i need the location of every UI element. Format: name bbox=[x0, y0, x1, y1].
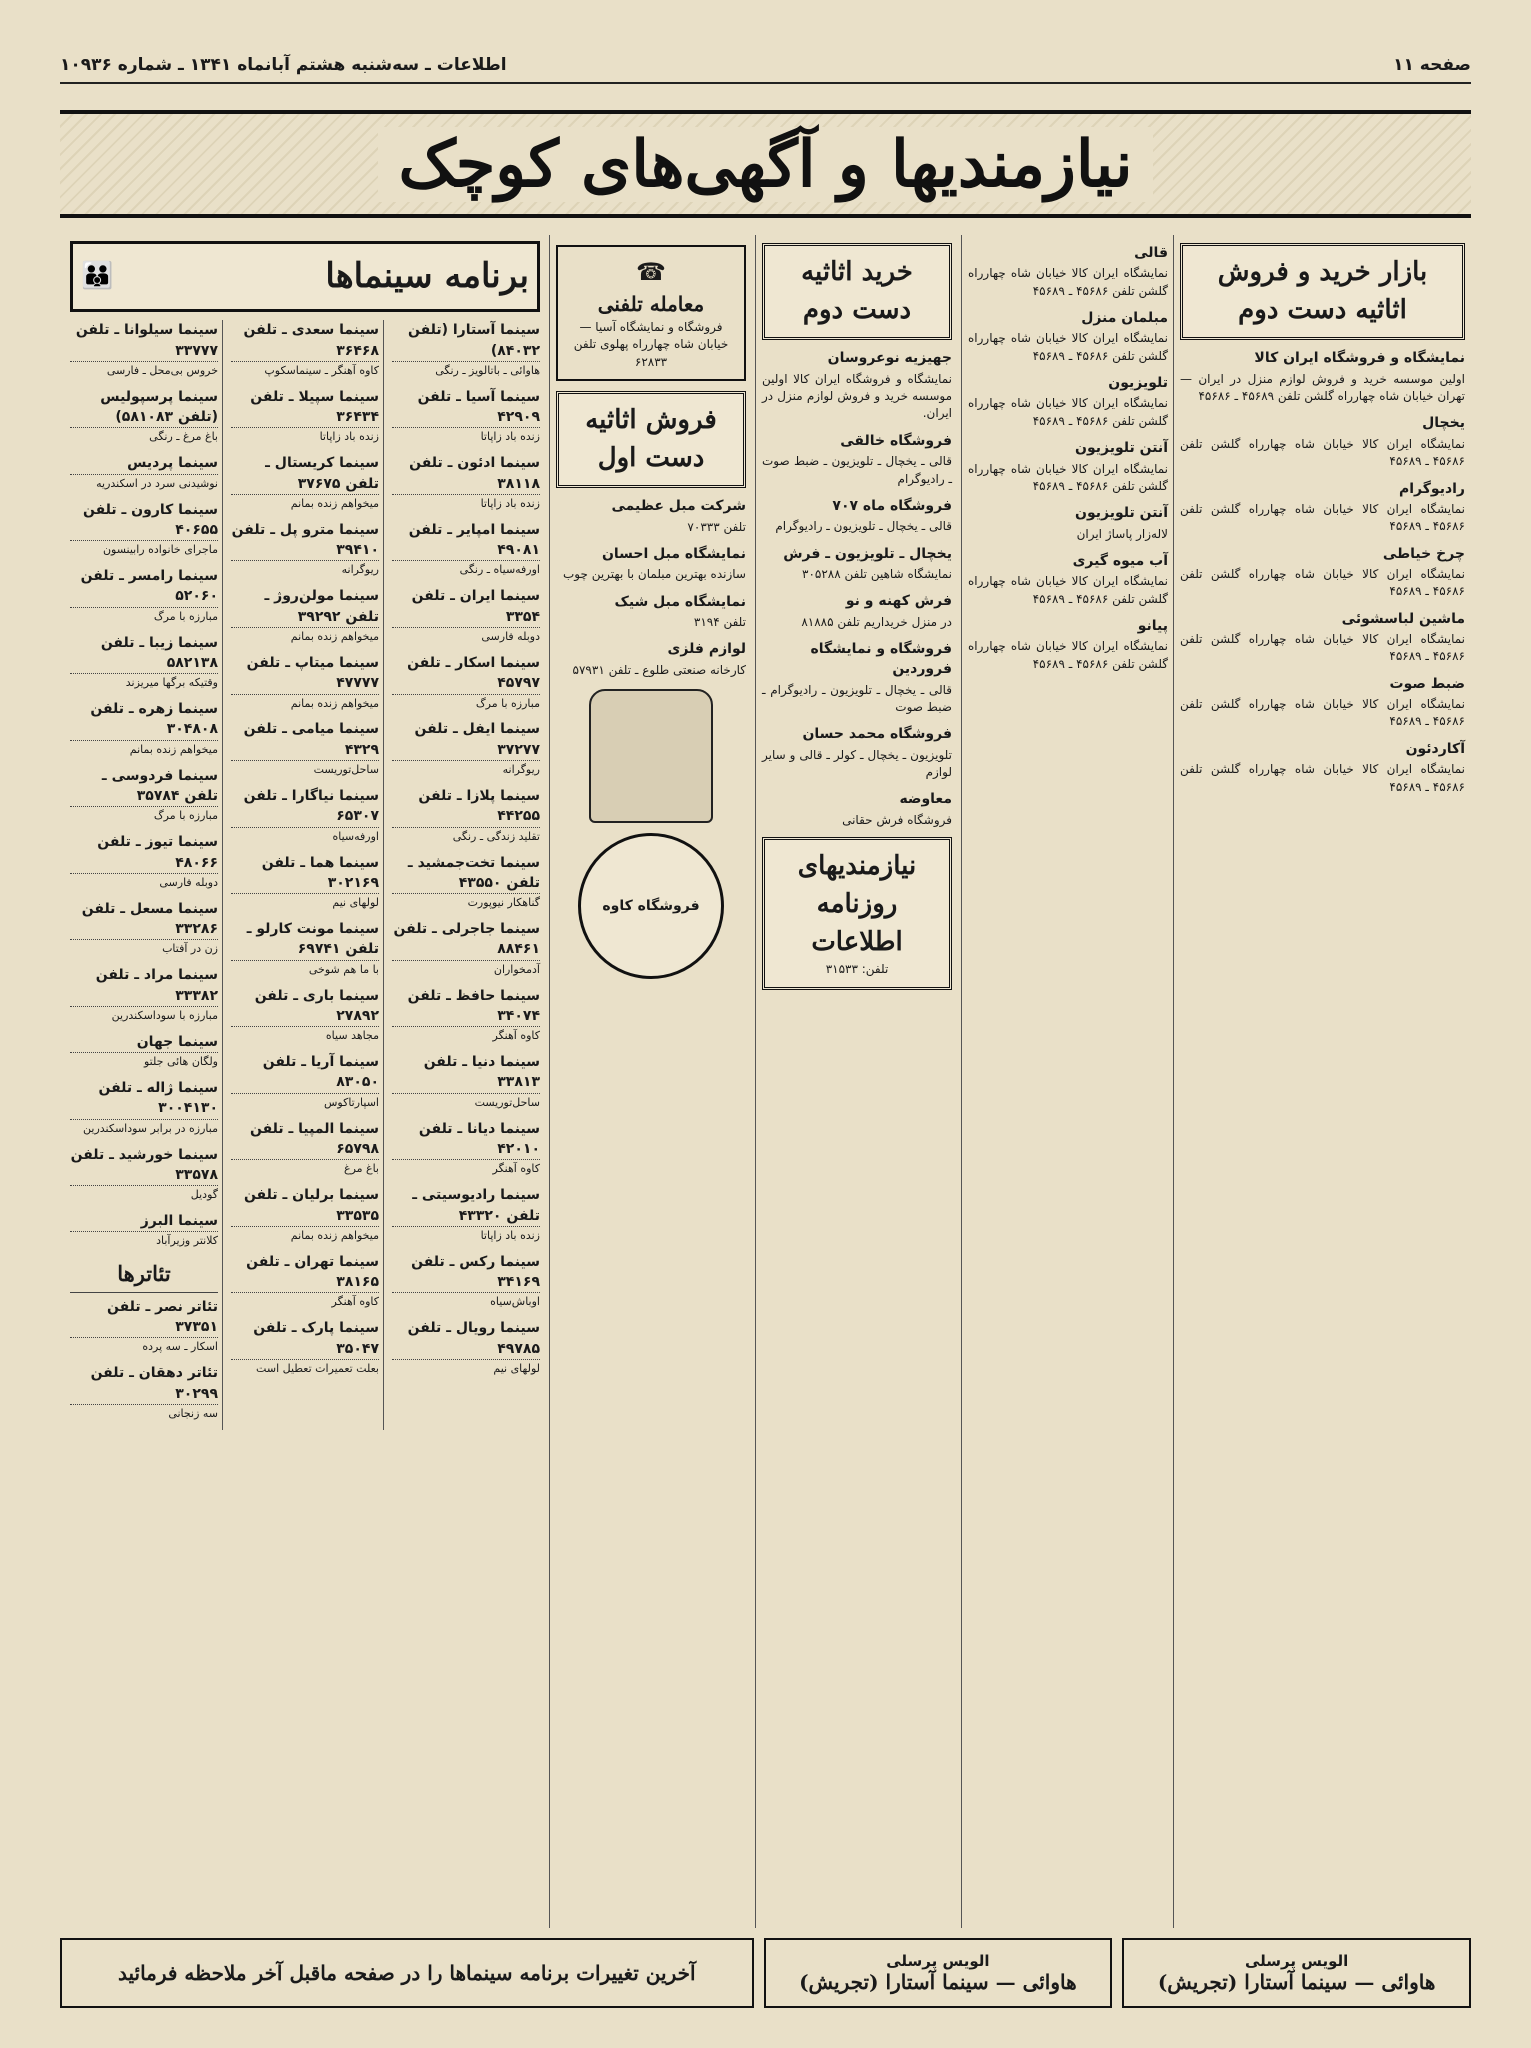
cinema-name: سینما جاجرلی ـ تلفن ۸۸۴۶۱ bbox=[392, 919, 540, 961]
cinema-listing bbox=[392, 719, 540, 778]
cinema-name: سینما مونت کارلو ـ تلفن ۶۹۷۴۱ bbox=[231, 919, 379, 961]
ad-title: نمایشگاه مبل شیک bbox=[614, 593, 746, 610]
promo2-line2: هاوائی — سینما آستارا (تجریش) bbox=[799, 1970, 1077, 1994]
ad-title: ماشین لباسشوئی bbox=[1341, 610, 1465, 627]
cinema-listing bbox=[392, 453, 540, 512]
classified-ad bbox=[968, 616, 1168, 673]
promo2-line1: الویس پرسلی bbox=[886, 1952, 990, 1970]
ad-title: آنتن تلویزیون bbox=[1075, 505, 1168, 522]
cinema-show: اسکار ـ سه پرده bbox=[142, 1340, 218, 1354]
cinema-listing bbox=[231, 387, 379, 446]
classified-ad bbox=[1180, 609, 1465, 666]
cinema-name: سینما خورشید ـ تلفن ۳۳۵۷۸ bbox=[70, 1145, 218, 1187]
ad-text: کارخانه صنعتی طلوع ـ تلفن ۵۷۹۳۱ bbox=[572, 662, 746, 677]
ad-title: آنتن تلویزیون bbox=[1075, 440, 1168, 457]
ad-text: سازنده بهترین مبلمان با بهترین چوب bbox=[562, 567, 746, 582]
cinema-show: کاوه آهنگر bbox=[492, 1029, 540, 1043]
ad-text: نمایشگاه ایران کالا خیابان شاه چهارراه گلشن تلفن ۴۵۶۸۶ ـ ۴۵۶۸۹ bbox=[968, 266, 1168, 298]
cinema-name: تئاتر نصر ـ تلفن ۳۷۳۵۱ bbox=[70, 1297, 218, 1339]
stamp-label: فروشگاه کاوه bbox=[602, 897, 700, 914]
cinema-show: کاوه آهنگر bbox=[331, 1295, 379, 1309]
cinema-listing bbox=[392, 1318, 540, 1377]
cinema-name: سینما پلازا ـ تلفن ۴۴۲۵۵ bbox=[392, 786, 540, 828]
cinema-show: ماجرای خانواده رابینسون bbox=[102, 543, 218, 557]
classified-ad bbox=[556, 639, 746, 679]
cinema-listing bbox=[231, 520, 379, 579]
promo-hawaii-2 bbox=[764, 1938, 1113, 2008]
cinema-listing bbox=[70, 1145, 218, 1204]
cinema-show: زنده باد زاپاتا bbox=[480, 430, 540, 444]
classified-ad bbox=[1180, 544, 1465, 601]
cinema-heading bbox=[70, 241, 540, 312]
cinema-show: مبارزه با سوداسکندرین bbox=[111, 1008, 218, 1022]
cinema-name: سینما مسعل ـ تلفن ۳۳۲۸۶ bbox=[70, 899, 218, 941]
shop-stamp-logo bbox=[578, 833, 724, 979]
ad-text: تلفن ۷۰۳۳۳ bbox=[687, 519, 746, 534]
cinema-update-text: آخرین تغییرات برنامه سینماها را در صفحه ماقبل آخر ملاحظه فرمائید bbox=[117, 1961, 696, 1985]
ad-text: نمایشگاه ایران کالا خیابان شاه چهارراه گلشن تلفن ۴۵۶۸۶ ـ ۴۵۶۸۹ bbox=[1180, 501, 1465, 534]
classified-ad bbox=[1180, 479, 1465, 536]
cinema-show: باغ مرغ ـ رنگی bbox=[149, 430, 218, 444]
cinema-name: سینما کریستال ـ تلفن ۳۷۶۷۵ bbox=[231, 453, 379, 495]
cinema-listing bbox=[70, 633, 218, 692]
classified-ad bbox=[1180, 413, 1465, 470]
ad-text: تلویزیون ـ یخچال ـ کولر ـ قالی و سایر لوازم bbox=[762, 747, 952, 780]
cinema-name: سینما تخت‌جمشید ـ تلفن ۴۳۵۵۰ bbox=[392, 853, 540, 895]
cinema-show: خروس بی‌محل ـ فارسی bbox=[106, 363, 218, 377]
ad-text: در منزل خریداریم تلفن ۸۱۸۸۵ bbox=[801, 614, 952, 629]
cinema-name: سینما آسیا ـ تلفن ۴۲۹۰۹ bbox=[392, 387, 540, 429]
cinema-listing bbox=[392, 1252, 540, 1311]
cinema-name: سینما زهره ـ تلفن ۳۰۴۸۰۸ bbox=[70, 699, 218, 741]
cinema-show: کاوه آهنگر bbox=[492, 1162, 540, 1176]
cinema-name: سینما ژاله ـ تلفن ۳۰۰۴۱۳۰ bbox=[70, 1078, 218, 1120]
cinema-show: دوبله فارسی bbox=[481, 630, 540, 644]
ad-title: آکاردئون bbox=[1405, 740, 1465, 757]
column-buy-used bbox=[755, 235, 958, 1928]
cinema-listing bbox=[392, 1185, 540, 1244]
cinema-listing bbox=[231, 586, 379, 645]
ad-title: فروشگاه خالقی bbox=[840, 432, 952, 449]
cinema-name: سینما ایفل ـ تلفن ۳۷۲۷۷ bbox=[392, 719, 540, 761]
cinema-listing bbox=[70, 320, 218, 379]
cinema-name: سینما زیبا ـ تلفن ۵۸۲۱۳۸ bbox=[70, 633, 218, 675]
ad-text: لاله‌زار پاساژ ایران bbox=[1076, 526, 1168, 541]
classified-ad bbox=[968, 438, 1168, 495]
cinema-listing bbox=[231, 653, 379, 712]
cinema-name: سینما پردیس bbox=[70, 453, 218, 474]
cinema-show: میخواهم زنده بمانم bbox=[290, 496, 379, 510]
cinema-show: هاوائی ـ باتالویز ـ رنگی bbox=[435, 363, 540, 377]
cinema-show: اورفه‌سیاه ـ رنگی bbox=[459, 563, 540, 577]
classified-ad bbox=[556, 496, 746, 536]
cinema-listing bbox=[70, 832, 218, 891]
ad-title: لوازم فلزی bbox=[667, 641, 746, 658]
cinema-name: سینما آریا ـ تلفن ۸۳۰۵۰ bbox=[231, 1052, 379, 1094]
cinema-name: سینما سعدی ـ تلفن ۳۶۴۶۸ bbox=[231, 320, 379, 362]
cinema-show: لولهای نیم bbox=[332, 896, 379, 910]
ad-title: رادیوگرام bbox=[1399, 480, 1465, 497]
cinema-listing bbox=[231, 786, 379, 845]
cinema-listing bbox=[231, 986, 379, 1045]
telephone-icon: ☎ bbox=[636, 258, 666, 286]
cinema-listing bbox=[231, 320, 379, 379]
classified-ad bbox=[762, 431, 952, 488]
ad-title: آب میوه گیری bbox=[1072, 553, 1168, 569]
ad-title: پیانو bbox=[1137, 618, 1168, 635]
cinema-show: اورفه‌سیاه bbox=[332, 829, 379, 843]
cinema-listing bbox=[231, 1252, 379, 1311]
classified-ad bbox=[1180, 348, 1465, 405]
cinema-show: زنده باد زاپاتا bbox=[319, 430, 379, 444]
ad-title: ضبط صوت bbox=[1389, 675, 1465, 692]
cinema-show: نوشیدنی سرد در اسکندریه bbox=[96, 476, 218, 490]
cinema-show: لولهای نیم bbox=[493, 1361, 540, 1375]
cinema-name: سینما اسکار ـ تلفن ۴۵۷۹۷ bbox=[392, 653, 540, 695]
ad-title: فروشگاه و نمایشگاه فروردین bbox=[810, 640, 952, 678]
cinema-list-3-wrap bbox=[70, 320, 223, 1430]
cinema-name: سینما برلیان ـ تلفن ۳۳۵۳۵ bbox=[231, 1185, 379, 1227]
classifieds-notice-phone: تلفن: ۳۱۵۳۳ bbox=[825, 962, 889, 977]
classified-ad bbox=[1180, 739, 1465, 796]
phone-deal-ad bbox=[556, 245, 746, 381]
cinema-listing bbox=[392, 1119, 540, 1178]
cinema-listing bbox=[70, 500, 218, 559]
col3-items bbox=[762, 348, 952, 829]
ad-title: معاوضه bbox=[899, 791, 952, 808]
cinema-listing bbox=[70, 699, 218, 758]
cinema-list-2 bbox=[231, 320, 384, 1430]
cinema-name: تئاتر دهقان ـ تلفن ۳۰۲۹۹ bbox=[70, 1363, 218, 1405]
ad-text: نمایشگاه ایران کالا خیابان شاه چهارراه گلشن تلفن ۴۵۶۸۶ ـ ۴۵۶۸۹ bbox=[1180, 697, 1465, 729]
cinema-show: گودیل bbox=[190, 1188, 218, 1202]
cinema-name: سینما آستارا (تلفن ۸۴۰۳۲) bbox=[392, 320, 540, 362]
ad-text: قالی ـ یخچال ـ تلویزیون ـ رادیوگرام ـ ضبط صوت bbox=[762, 682, 952, 714]
cinema-name: سینما ادئون ـ تلفن ۳۸۱۱۸ bbox=[392, 453, 540, 495]
section-banner bbox=[60, 110, 1471, 218]
cinema-listing bbox=[231, 1052, 379, 1111]
cinema-listing bbox=[231, 919, 379, 978]
used-market-title: بازار خرید و فروش اثاثیه دست دوم bbox=[1217, 257, 1428, 325]
cinema-show: با ما هم شوخی bbox=[308, 962, 379, 976]
cinema-name: سینما ایران ـ تلفن ۳۳۵۴ bbox=[392, 586, 540, 628]
cinema-listing bbox=[70, 387, 218, 446]
classified-ad bbox=[556, 544, 746, 584]
ad-title: یخچال ـ تلویزیون ـ فرش bbox=[783, 545, 952, 562]
ad-text: نمایشگاه ایران کالا خیابان شاه چهارراه گلشن تلفن ۴۵۶۸۶ ـ ۴۵۶۸۹ bbox=[968, 331, 1168, 363]
cinema-listing bbox=[70, 965, 218, 1024]
page-header bbox=[60, 48, 1471, 84]
cinema-listing bbox=[70, 1078, 218, 1137]
cinema-show: دوبله فارسی bbox=[159, 875, 218, 889]
cinema-name: سینما سپیلا ـ تلفن ۳۶۴۳۴ bbox=[231, 387, 379, 429]
cinema-show: زن در آفتاب bbox=[162, 942, 218, 956]
cinema-show: وقتیکه برگها میریزند bbox=[125, 676, 218, 690]
cinema-name: سینما پارک ـ تلفن ۳۵۰۴۷ bbox=[231, 1318, 379, 1360]
classified-ad bbox=[968, 308, 1168, 365]
cinema-show: میخواهم زنده بمانم bbox=[290, 696, 379, 710]
ad-title: جهیزیه نوعروسان bbox=[827, 350, 952, 367]
cinema-show: اوباش‌سیاه bbox=[490, 1295, 540, 1309]
ad-text: قالی ـ یخچال ـ تلویزیون ـ ضبط صوت ـ رادیوگرام bbox=[762, 454, 952, 486]
cinema-show: میخواهم زنده بمانم bbox=[290, 630, 379, 644]
cinema-listing bbox=[70, 899, 218, 958]
cinema-name: سینما هما ـ تلفن ۳۰۲۱۶۹ bbox=[231, 853, 379, 895]
cinema-listing bbox=[392, 320, 540, 379]
ad-text: نمایشگاه ایران کالا خیابان شاه چهارراه گلشن تلفن ۴۵۶۸۶ ـ ۴۵۶۸۹ bbox=[1180, 762, 1465, 794]
ad-text: نمایشگاه شاهین تلفن ۳۰۵۲۸۸ bbox=[802, 566, 952, 581]
cinema-list-3 bbox=[70, 320, 218, 1249]
ad-text: تلفن ۳۱۹۴ bbox=[693, 615, 746, 630]
cinema-section bbox=[64, 235, 546, 1928]
ad-title: فروشگاه ماه ۷۰۷ bbox=[832, 497, 952, 514]
cinema-show: زنده باد زاپاتا bbox=[480, 1228, 540, 1242]
cinema-listing bbox=[392, 520, 540, 579]
classified-ad bbox=[762, 544, 952, 584]
cinema-name: سینما حافظ ـ تلفن ۳۴۰۷۴ bbox=[392, 986, 540, 1028]
col4-items bbox=[556, 496, 746, 679]
classified-ad bbox=[762, 639, 952, 716]
classified-ad bbox=[968, 503, 1168, 543]
cinema-listing bbox=[392, 919, 540, 978]
ad-text: قالی ـ یخچال ـ تلویزیون ـ رادیوگرام bbox=[775, 519, 952, 534]
page-footer bbox=[60, 1938, 1471, 2008]
cinema-name: سینما مترو پل ـ تلفن ۳۹۴۱۰ bbox=[231, 520, 379, 562]
cinema-show: میخواهم زنده بمانم bbox=[290, 1228, 379, 1242]
cinema-update-notice bbox=[60, 1938, 754, 2008]
cinema-show: گناهکار نیوپورت bbox=[467, 896, 540, 910]
col1-items bbox=[1180, 348, 1465, 796]
cinema-list-1 bbox=[392, 320, 540, 1430]
cinema-show: ریوگرانه bbox=[502, 763, 540, 777]
cinema-show: کلانتر وزیرآباد bbox=[156, 1234, 218, 1248]
ad-title: یخچال bbox=[1422, 415, 1465, 432]
cinema-show: مبارزه با مرگ bbox=[475, 696, 540, 710]
ad-title: مبلمان منزل bbox=[1081, 310, 1168, 327]
ad-title: فروشگاه محمد حسان bbox=[802, 726, 952, 743]
cinema-name: سینما رامسر ـ تلفن ۵۲۰۶۰ bbox=[70, 566, 218, 608]
phone-deal-sub: فروشگاه و نمایشگاه آسیا — خیابان شاه چهارراه پهلوی تلفن ۶۲۸۳۳ bbox=[573, 319, 729, 369]
ad-text: نمایشگاه ایران کالا خیابان شاه چهارراه گلشن تلفن ۴۵۶۸۶ ـ ۴۵۶۸۹ bbox=[1180, 566, 1465, 599]
theaters-heading: تئاترها bbox=[70, 1259, 218, 1292]
classified-ad bbox=[968, 551, 1168, 608]
cinema-show: ساحل‌توریست bbox=[474, 1095, 540, 1109]
ad-title: فرش کهنه و نو bbox=[845, 593, 952, 610]
ad-text: نمایشگاه ایران کالا خیابان شاه چهارراه گلشن تلفن ۴۵۶۸۶ ـ ۴۵۶۸۹ bbox=[968, 574, 1168, 606]
cinema-listing bbox=[231, 1119, 379, 1178]
cinema-name: سینما میتاپ ـ تلفن ۴۷۷۷۷ bbox=[231, 653, 379, 695]
classified-ad bbox=[762, 496, 952, 536]
ad-title: نمایشگاه و فروشگاه ایران کالا bbox=[1254, 350, 1465, 367]
cinema-show: کاوه آهنگر ـ سینماسکوپ bbox=[264, 363, 379, 377]
cinema-show: مجاهد سیاه bbox=[325, 1029, 379, 1043]
cinema-listing bbox=[392, 387, 540, 446]
classified-ad bbox=[968, 373, 1168, 430]
column-furniture bbox=[961, 235, 1174, 1928]
ad-text: اولین موسسه خرید و فروش لوازم منزل در ایران — تهران خیابان شاه چهارراه گلشن تلفن ۴۵۶۸۹ ـ ۴۵۶۸۶ bbox=[1180, 371, 1465, 404]
cinema-name: سینما تیوز ـ تلفن ۴۸۰۶۶ bbox=[70, 832, 218, 874]
cinema-show: زنده باد زاپاتا bbox=[480, 496, 540, 510]
classifieds-notice bbox=[762, 837, 952, 989]
cinema-name: سینما المپیا ـ تلفن ۶۵۷۹۸ bbox=[231, 1119, 379, 1161]
cinema-listing bbox=[392, 1052, 540, 1111]
ad-text: نمایشگاه ایران کالا خیابان شاه چهارراه گلشن تلفن ۴۵۶۸۶ ـ ۴۵۶۸۹ bbox=[1180, 436, 1465, 469]
cinema-show: بعلت تعمیرات تعطیل است bbox=[256, 1361, 379, 1375]
cinema-name: سینما رکس ـ تلفن ۳۴۱۶۹ bbox=[392, 1252, 540, 1294]
classifieds-notice-title: نیازمندیهای روزنامه اطلاعات bbox=[797, 851, 917, 957]
column-new-goods bbox=[549, 235, 752, 1928]
classified-ad bbox=[1180, 674, 1465, 731]
classified-ad bbox=[762, 789, 952, 829]
ad-title: تلویزیون bbox=[1108, 375, 1168, 392]
issue-line: اطلاعات ـ سه‌شنبه هشتم آبانماه ۱۳۴۱ ـ شماره ۱۰۹۳۶ bbox=[60, 55, 507, 75]
classified-ad bbox=[762, 724, 952, 781]
cinema-name: سینما مولن‌روژ ـ تلفن ۳۹۲۹۲ bbox=[231, 586, 379, 628]
cinema-show: ولگان هائی جلتو bbox=[144, 1055, 218, 1069]
cinema-name: سینما جهان bbox=[70, 1032, 218, 1053]
cinema-name: سینما باری ـ تلفن ۲۷۸۹۲ bbox=[231, 986, 379, 1028]
col2-items bbox=[968, 243, 1168, 673]
cinema-show: آدمخواران bbox=[493, 962, 540, 976]
cinema-listing bbox=[392, 986, 540, 1045]
cinema-show: مبارزه با مرگ bbox=[153, 609, 218, 623]
new-goods-box bbox=[556, 391, 746, 488]
cinema-columns bbox=[70, 320, 540, 1430]
ad-title: قالی bbox=[1134, 245, 1168, 261]
cinema-name: سینما فردوسی ـ تلفن ۳۵۷۸۴ bbox=[70, 766, 218, 808]
cinema-name: سینما سیلوانا ـ تلفن ۳۳۷۷۷ bbox=[70, 320, 218, 362]
cinema-show: تقلید زندگی ـ رنگی bbox=[452, 829, 540, 843]
cinema-show: مبارزه در برابر سوداسکندرین bbox=[83, 1121, 218, 1135]
ad-text: نمایشگاه ایران کالا خیابان شاه چهارراه گلشن تلفن ۴۵۶۸۶ ـ ۴۵۶۸۹ bbox=[968, 461, 1168, 493]
cinema-listing bbox=[70, 1297, 218, 1356]
cinema-listing bbox=[231, 1185, 379, 1244]
page-number: صفحه ۱۱ bbox=[1393, 55, 1471, 75]
cinema-show: ریوگرانه bbox=[341, 563, 379, 577]
promo1-line2: هاوائی — سینما آستارا (تجریش) bbox=[1157, 1970, 1436, 1994]
cinema-listing bbox=[231, 719, 379, 778]
theaters-list bbox=[70, 1297, 218, 1422]
ad-title: چرخ خیاطی bbox=[1382, 545, 1465, 562]
ad-text: نمایشگاه ایران کالا خیابان شاه چهارراه گلشن تلفن ۴۵۶۸۶ ـ ۴۵۶۸۹ bbox=[968, 639, 1168, 671]
cinema-show: میخواهم زنده بمانم bbox=[129, 742, 218, 756]
family-figures-icon: 👪 bbox=[81, 260, 114, 291]
armchair-illustration bbox=[589, 689, 713, 823]
cinema-name: سینما دنیا ـ تلفن ۳۳۸۱۳ bbox=[392, 1052, 540, 1094]
column-used-goods bbox=[1173, 235, 1471, 1928]
cinema-listing bbox=[231, 453, 379, 512]
cinema-name: سینما کارون ـ تلفن ۴۰۶۵۵ bbox=[70, 500, 218, 542]
cinema-listing bbox=[70, 1032, 218, 1070]
promo1-line1: الویس پرسلی bbox=[1245, 1952, 1349, 1970]
cinema-name: سینما پرسپولیس (تلفن ۵۸۱۰۸۳) bbox=[70, 387, 218, 429]
cinema-listing bbox=[70, 1211, 218, 1249]
cinema-show: باغ مرغ bbox=[344, 1162, 379, 1176]
cinema-name: سینما میامی ـ تلفن ۴۳۲۹ bbox=[231, 719, 379, 761]
phone-deal-title: معامله تلفنی bbox=[597, 291, 705, 316]
banner-title: نیازمندیها و آگهی‌های کوچک bbox=[378, 127, 1152, 202]
classified-ad bbox=[968, 243, 1168, 300]
buy-used-box bbox=[762, 243, 952, 340]
ad-text: نمایشگاه ایران کالا خیابان شاه چهارراه گلشن تلفن ۴۵۶۸۶ ـ ۴۵۶۸۹ bbox=[968, 396, 1168, 428]
cinema-show: ساحل‌توریست bbox=[313, 763, 379, 777]
cinema-name: سینما رویال ـ تلفن ۴۹۷۸۵ bbox=[392, 1318, 540, 1360]
classified-ad bbox=[556, 592, 746, 632]
new-goods-title: فروش اثاثیه دست اول bbox=[585, 404, 717, 473]
used-market-box bbox=[1180, 243, 1465, 340]
cinema-listing bbox=[231, 1318, 379, 1377]
ad-text: نمایشگاه و فروشگاه ایران کالا اولین موسسه خرید و فروش لوازم منزل در ایران. bbox=[762, 371, 952, 421]
cinema-name: سینما نیاگارا ـ تلفن ۶۵۳۰۷ bbox=[231, 786, 379, 828]
cinema-listing bbox=[70, 453, 218, 491]
cinema-listing bbox=[70, 1363, 218, 1422]
cinema-show: اسپارتاکوس bbox=[323, 1095, 379, 1109]
cinema-show: سه زنجانی bbox=[168, 1406, 218, 1420]
cinema-name: سینما دیانا ـ تلفن ۴۲۰۱۰ bbox=[392, 1119, 540, 1161]
cinema-listing bbox=[70, 566, 218, 625]
cinema-name: سینما تهران ـ تلفن ۳۸۱۶۵ bbox=[231, 1252, 379, 1294]
promo-hawaii-1 bbox=[1122, 1938, 1471, 2008]
cinema-name: سینما البرز bbox=[70, 1211, 218, 1232]
ad-text: فروشگاه فرش حقانی bbox=[842, 812, 952, 827]
ad-title: نمایشگاه مبل احسان bbox=[601, 546, 746, 563]
cinema-listing bbox=[392, 786, 540, 845]
buy-used-title: خرید اثاثیه دست دوم bbox=[801, 257, 913, 325]
ad-title: شرکت مبل عظیمی bbox=[611, 498, 746, 515]
classified-ad bbox=[762, 348, 952, 422]
ad-text: نمایشگاه ایران کالا خیابان شاه چهارراه گلشن تلفن ۴۵۶۸۶ ـ ۴۵۶۸۹ bbox=[1180, 631, 1465, 664]
cinema-name: سینما امپایر ـ تلفن ۴۹۰۸۱ bbox=[392, 520, 540, 562]
cinema-heading-text: برنامه سینماها bbox=[325, 256, 529, 296]
cinema-name: سینما رادیوسیتی ـ تلفن ۴۳۳۲۰ bbox=[392, 1185, 540, 1227]
cinema-listing bbox=[392, 586, 540, 645]
cinema-listing bbox=[392, 653, 540, 712]
cinema-listing bbox=[231, 853, 379, 912]
cinema-show: مبارزه با مرگ bbox=[153, 809, 218, 823]
classified-ad bbox=[762, 591, 952, 631]
cinema-listing bbox=[392, 853, 540, 912]
cinema-listing bbox=[70, 766, 218, 825]
cinema-name: سینما مراد ـ تلفن ۳۳۳۸۲ bbox=[70, 965, 218, 1007]
